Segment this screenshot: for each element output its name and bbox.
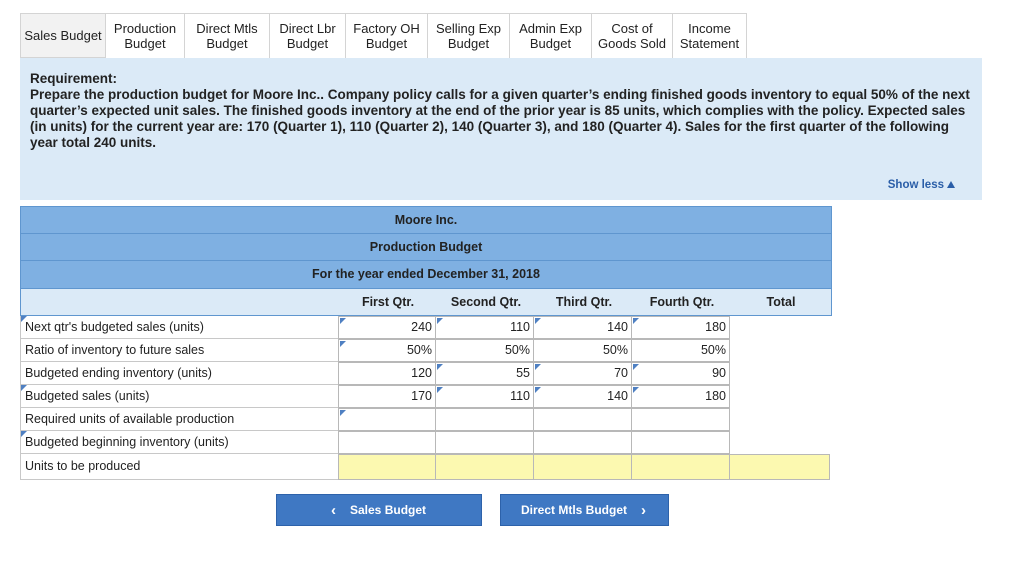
tab-sales-budget[interactable] xyxy=(20,13,106,58)
column-header-total: Total xyxy=(766,295,796,309)
column-header-third-qtr: Third Qtr. xyxy=(555,295,613,309)
budget-tabs xyxy=(20,13,746,58)
tab-selling-exp-budget[interactable] xyxy=(427,13,510,58)
tab-label: Factory OH Budget xyxy=(353,21,420,51)
input-cell[interactable]: 140 xyxy=(534,316,632,339)
input-cell[interactable] xyxy=(534,431,632,454)
tab-label: Income Statement xyxy=(679,21,740,51)
column-header-first-qtr: First Qtr. xyxy=(361,295,415,309)
row-label: Budgeted beginning inventory (units) xyxy=(20,431,338,454)
input-cell[interactable] xyxy=(436,454,534,480)
tab-production-budget[interactable] xyxy=(105,13,185,58)
table-row xyxy=(20,431,832,454)
requirement-text: Prepare the production budget for Moore Inc.. Company policy calls for a given quarter’s ending finished goods inventory to equal 50% of the next quarter’s expected unit sales. The finished goods inventory at the end of the prior year is 85 units, which complies with the policy. Expected sales (in units) for the current year are: 170 (Quarter 1), 110 (Quarter 2), 140 (Quarter 3), and 180 (Quarter 4). Sales for the first quarter of the following year total 240 units. xyxy=(30,87,970,150)
caret-up-icon xyxy=(947,181,955,188)
input-cell[interactable] xyxy=(534,454,632,480)
total-cell[interactable] xyxy=(730,454,830,480)
show-less-label: Show less xyxy=(887,179,944,191)
input-cell[interactable]: 140 xyxy=(534,385,632,408)
input-cell[interactable]: 50% xyxy=(436,339,534,362)
input-cell[interactable]: 90 xyxy=(632,362,730,385)
input-cell[interactable] xyxy=(338,454,436,480)
total-cell xyxy=(730,385,830,408)
row-label: Next qtr's budgeted sales (units) xyxy=(20,316,338,339)
column-header-row xyxy=(20,289,832,316)
input-cell[interactable] xyxy=(632,431,730,454)
requirement-panel xyxy=(20,58,982,200)
input-cell[interactable] xyxy=(632,408,730,431)
input-cell[interactable] xyxy=(338,408,436,431)
tab-direct-mtls-budget[interactable] xyxy=(184,13,270,58)
input-cell[interactable] xyxy=(436,408,534,431)
prev-sales-budget-button[interactable] xyxy=(276,494,482,526)
table-row xyxy=(20,454,832,480)
prev-button-label: Sales Budget xyxy=(350,503,427,517)
table-row xyxy=(20,316,832,339)
tab-admin-exp-budget[interactable] xyxy=(509,13,592,58)
column-header-second-qtr: Second Qtr. xyxy=(450,295,522,309)
chevron-right-icon: › xyxy=(641,501,647,519)
tab-label: Admin Exp Budget xyxy=(519,21,582,51)
row-label: Ratio of inventory to future sales xyxy=(20,339,338,362)
row-label: Budgeted sales (units) xyxy=(20,385,338,408)
total-cell xyxy=(730,431,830,454)
show-less-link[interactable] xyxy=(888,179,955,191)
input-cell[interactable] xyxy=(338,431,436,454)
company-name: Moore Inc. xyxy=(20,206,832,234)
input-cell[interactable]: 50% xyxy=(632,339,730,362)
input-cell[interactable]: 170 xyxy=(338,385,436,408)
input-cell[interactable]: 70 xyxy=(534,362,632,385)
budget-period: For the year ended December 31, 2018 xyxy=(20,261,832,289)
tab-label: Sales Budget xyxy=(24,28,102,43)
tab-label: Production Budget xyxy=(113,21,177,51)
table-row xyxy=(20,408,832,431)
row-label: Units to be produced xyxy=(20,454,338,480)
tab-direct-lbr-budget[interactable] xyxy=(269,13,346,58)
table-row xyxy=(20,339,832,362)
input-cell[interactable]: 55 xyxy=(436,362,534,385)
total-cell xyxy=(730,408,830,431)
input-cell[interactable]: 180 xyxy=(632,316,730,339)
input-cell[interactable] xyxy=(436,431,534,454)
total-cell xyxy=(730,339,830,362)
tab-income-statement[interactable] xyxy=(672,13,747,58)
next-button-label: Direct Mtls Budget xyxy=(521,503,628,517)
input-cell[interactable]: 50% xyxy=(338,339,436,362)
tab-factory-oh-budget[interactable] xyxy=(345,13,428,58)
input-cell[interactable]: 120 xyxy=(338,362,436,385)
production-budget-table xyxy=(20,206,832,480)
chevron-left-icon: ‹ xyxy=(331,501,336,519)
input-cell[interactable]: 180 xyxy=(632,385,730,408)
total-cell xyxy=(730,362,830,385)
tab-label: Direct Lbr Budget xyxy=(279,21,336,51)
requirement-title: Requirement: xyxy=(30,71,118,86)
table-row xyxy=(20,385,832,408)
column-header-blank xyxy=(21,289,339,315)
row-label: Budgeted ending inventory (units) xyxy=(20,362,338,385)
input-cell[interactable]: 50% xyxy=(534,339,632,362)
column-header-fourth-qtr: Fourth Qtr. xyxy=(649,295,715,309)
input-cell[interactable] xyxy=(534,408,632,431)
budget-title: Production Budget xyxy=(20,234,832,261)
input-cell[interactable]: 110 xyxy=(436,385,534,408)
input-cell[interactable]: 110 xyxy=(436,316,534,339)
tab-label: Cost of Goods Sold xyxy=(598,21,666,51)
tab-label: Selling Exp Budget xyxy=(435,21,502,51)
tab-label: Direct Mtls Budget xyxy=(196,21,258,51)
input-cell[interactable] xyxy=(632,454,730,480)
table-row xyxy=(20,362,832,385)
input-cell[interactable]: 240 xyxy=(338,316,436,339)
total-cell xyxy=(730,316,830,339)
tab-cost-of-goods-sold[interactable] xyxy=(591,13,673,58)
next-direct-mtls-budget-button[interactable] xyxy=(500,494,669,526)
row-label: Required units of available production xyxy=(20,408,338,431)
